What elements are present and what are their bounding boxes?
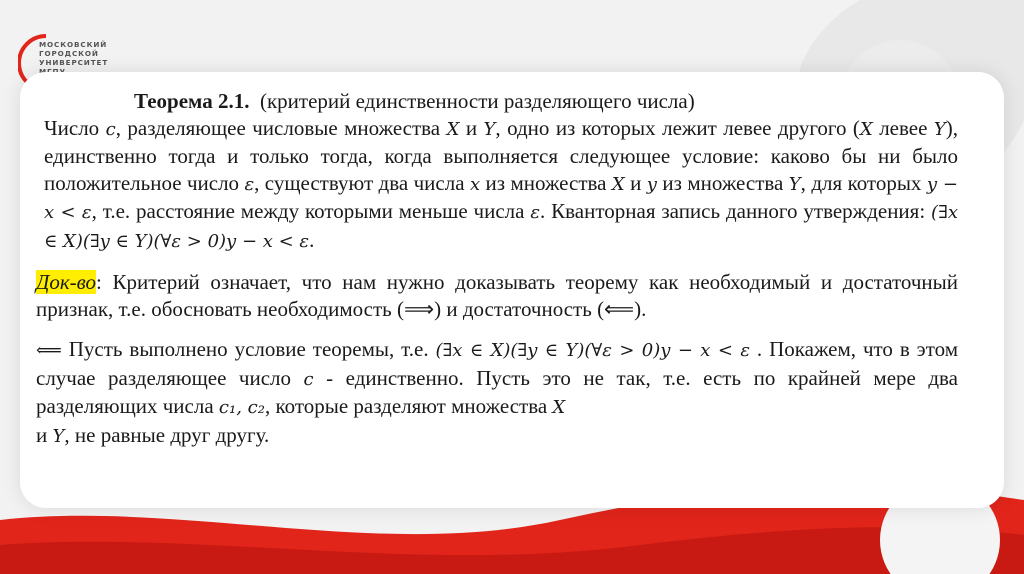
text: . Покажем, что в этом случае разделяющее число (36, 337, 958, 390)
var-Y: Y (788, 173, 801, 195)
text: ), единственно тогда и только тогда, когда выполняется следующее условие: каково бы ни было положительное число (44, 115, 959, 195)
theorem-label: Теорема 2.1. (134, 89, 250, 113)
text: , существуют два числа (254, 170, 470, 195)
sufficiency-paragraph (36, 336, 958, 450)
text: , разделяющее числовые множества (115, 115, 447, 140)
var-Y: Y (933, 118, 946, 140)
text: левее (872, 115, 934, 140)
logo-line: МОСКОВСКИЙ (39, 40, 108, 49)
logo-line: ГОРОДСКОЙ (39, 49, 99, 58)
proof-paragraph (36, 269, 958, 322)
text: Число (44, 115, 106, 140)
var-x: x (469, 173, 481, 195)
var-X: X (446, 118, 460, 140)
var-c: c (105, 118, 116, 140)
quantifier-formula: (∃x ∈ X)(∃y ∈ Y)(∀ε > 0)y − x < ε (435, 340, 750, 361)
var-Y: Y (483, 118, 496, 140)
var-Y: Y (52, 425, 65, 447)
var-X: X (859, 118, 873, 140)
var-X: X (552, 397, 566, 418)
text: , т.е. расстояние между которыми меньше числа (91, 199, 531, 223)
text: Пусть выполнено условие теоремы, т.е. (61, 337, 436, 361)
text: , которые разделяют множества (264, 394, 553, 418)
theorem-paragraph (44, 88, 958, 255)
text: и (459, 115, 484, 140)
text: , не равные друг другу. (64, 422, 270, 447)
text: - единственно. Пусть это не так, т.е. есть по крайней мере два разделяющих числа (36, 365, 958, 418)
var-c1-c2: c₁, c₂ (218, 397, 265, 418)
theorem-subtitle: (критерий единственности разделяющего числа) (259, 89, 695, 113)
var-c: c (303, 368, 314, 390)
var-eps: ε (530, 202, 541, 223)
text: . (309, 227, 315, 252)
inequality: y − x < ε (44, 173, 958, 223)
text: из множества (480, 170, 612, 195)
text: , для которых (800, 170, 927, 195)
logo-text (39, 40, 108, 76)
logo-line: УНИВЕРСИТЕТ (39, 58, 109, 67)
proof-label: Док-во (36, 270, 97, 294)
proof-text: : Критерий означает, что нам нужно доказывать теорему как необходимый и достаточный признак, т.е. обосновать необходимость (⟹) и достаточность (⟸). (36, 270, 958, 321)
var-X: X (611, 173, 625, 195)
left-arrow-icon: ⟸ (36, 340, 62, 361)
text: и (36, 422, 53, 447)
text: . Кванторная запись данного утверждения: (540, 199, 932, 223)
text: , одно из которых лежит левее другого ( (495, 115, 860, 140)
slide-content (36, 88, 958, 450)
quantifier-formula: (∃x ∈ X)(∃y ∈ Y)(∀ε > 0)y − x < ε (44, 202, 958, 252)
text: из множества (656, 170, 789, 195)
var-eps: ε (244, 173, 255, 195)
var-y: y (646, 173, 657, 195)
text: и (624, 170, 647, 195)
